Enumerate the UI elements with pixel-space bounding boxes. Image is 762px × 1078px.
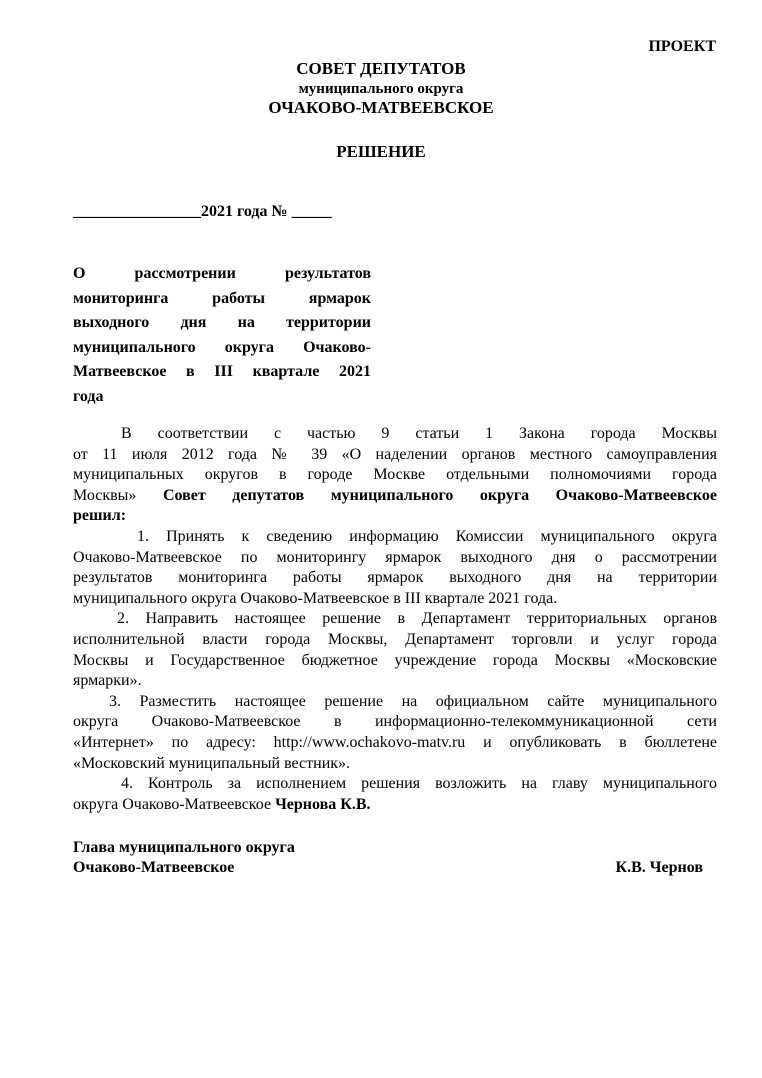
council-title: СОВЕТ ДЕПУТАТОВ: [296, 59, 466, 78]
signatory-name: К.В. Чернов: [615, 859, 703, 876]
item-2-line: 2. Направить настоящее решение в Департамент территориальных органов: [117, 610, 717, 628]
item-3-line: «Интернет» по адресу: http://www.ochakovo-matv.ru и опубликовать в бюллетене: [73, 733, 717, 751]
signatory-title-line1: Глава муниципального округа: [73, 839, 295, 856]
preamble-line: от 11 июля 2012 года № 39 «О наделении органов местного самоуправления: [73, 445, 717, 463]
district-name: ОЧАКОВО-МАТВЕЕВСКОЕ: [268, 98, 494, 117]
item-3-line: «Московский муниципальный вестник».: [73, 754, 351, 772]
date-number-line: ________________2021 года № _____: [73, 203, 332, 220]
item-4-line: [73, 795, 717, 816]
signatory-title-line2: Очаково-Матвеевское: [73, 859, 235, 876]
item-1-line: муниципального округа Очаково-Матвеевское в III квартале 2021 года.: [73, 589, 558, 607]
item-2-line: ярмарки».: [73, 672, 142, 690]
subject-line: года: [73, 387, 104, 405]
item-1-line: 1. Принять к сведению информацию Комиссии муниципального округа: [137, 527, 717, 545]
draft-stamp: ПРОЕКТ: [648, 38, 716, 55]
subject-line: выходного дня на территории: [73, 314, 371, 331]
item-3-line: округа Очаково-Матвеевское в информационно-телекоммуникационной сети: [73, 713, 717, 731]
signature-block: [73, 838, 703, 878]
item-4-line: 4. Контроль за исполнением решения возложить на главу муниципального: [121, 775, 717, 793]
decision-subject: [73, 262, 371, 409]
decision-body: [73, 424, 717, 815]
head-name-bold: Чернова К.В.: [275, 795, 371, 813]
preamble-line: В соответствии с частью 9 статьи 1 Закона города Москвы: [121, 425, 717, 442]
item-1-line: Очаково-Матвеевское по мониторингу ярмарок выходного дня о рассмотрении: [73, 548, 717, 566]
decided-label: решил:: [73, 507, 127, 525]
item-1-line: результатов мониторинга работы ярмарок выходного дня на территории: [73, 569, 717, 587]
council-bold-text: Совет депутатов муниципального округа Очаково-Матвеевское: [162, 486, 718, 504]
item-2-line: Москвы и Государственное бюджетное учреждение города Москвы «Московские: [73, 651, 717, 669]
preamble-line: [73, 486, 717, 507]
preamble-line: [73, 506, 717, 527]
item-3-line: 3. Разместить настоящее решение на официальном сайте муниципального: [109, 692, 717, 710]
subject-line: муниципального округа Очаково-: [73, 338, 371, 356]
subject-line: О рассмотрении результатов: [73, 265, 371, 282]
signature-row: [73, 858, 703, 878]
item-4-text: округа Очаково-Матвеевское: [73, 795, 276, 813]
item-2-line: исполнительной власти города Москвы, Департамент торговли и услуг города: [73, 630, 717, 648]
decision-title: РЕШЕНИЕ: [336, 142, 426, 161]
municipal-subtitle: муниципального округа: [298, 81, 464, 97]
subject-line: мониторинга работы ярмарок: [73, 289, 371, 307]
preamble-line: муниципальных округов в городе Москве отдельными полномочиями города: [73, 466, 717, 484]
subject-line: Матвеевское в III квартале 2021: [73, 363, 371, 380]
preamble-text: Москвы»: [73, 486, 163, 504]
